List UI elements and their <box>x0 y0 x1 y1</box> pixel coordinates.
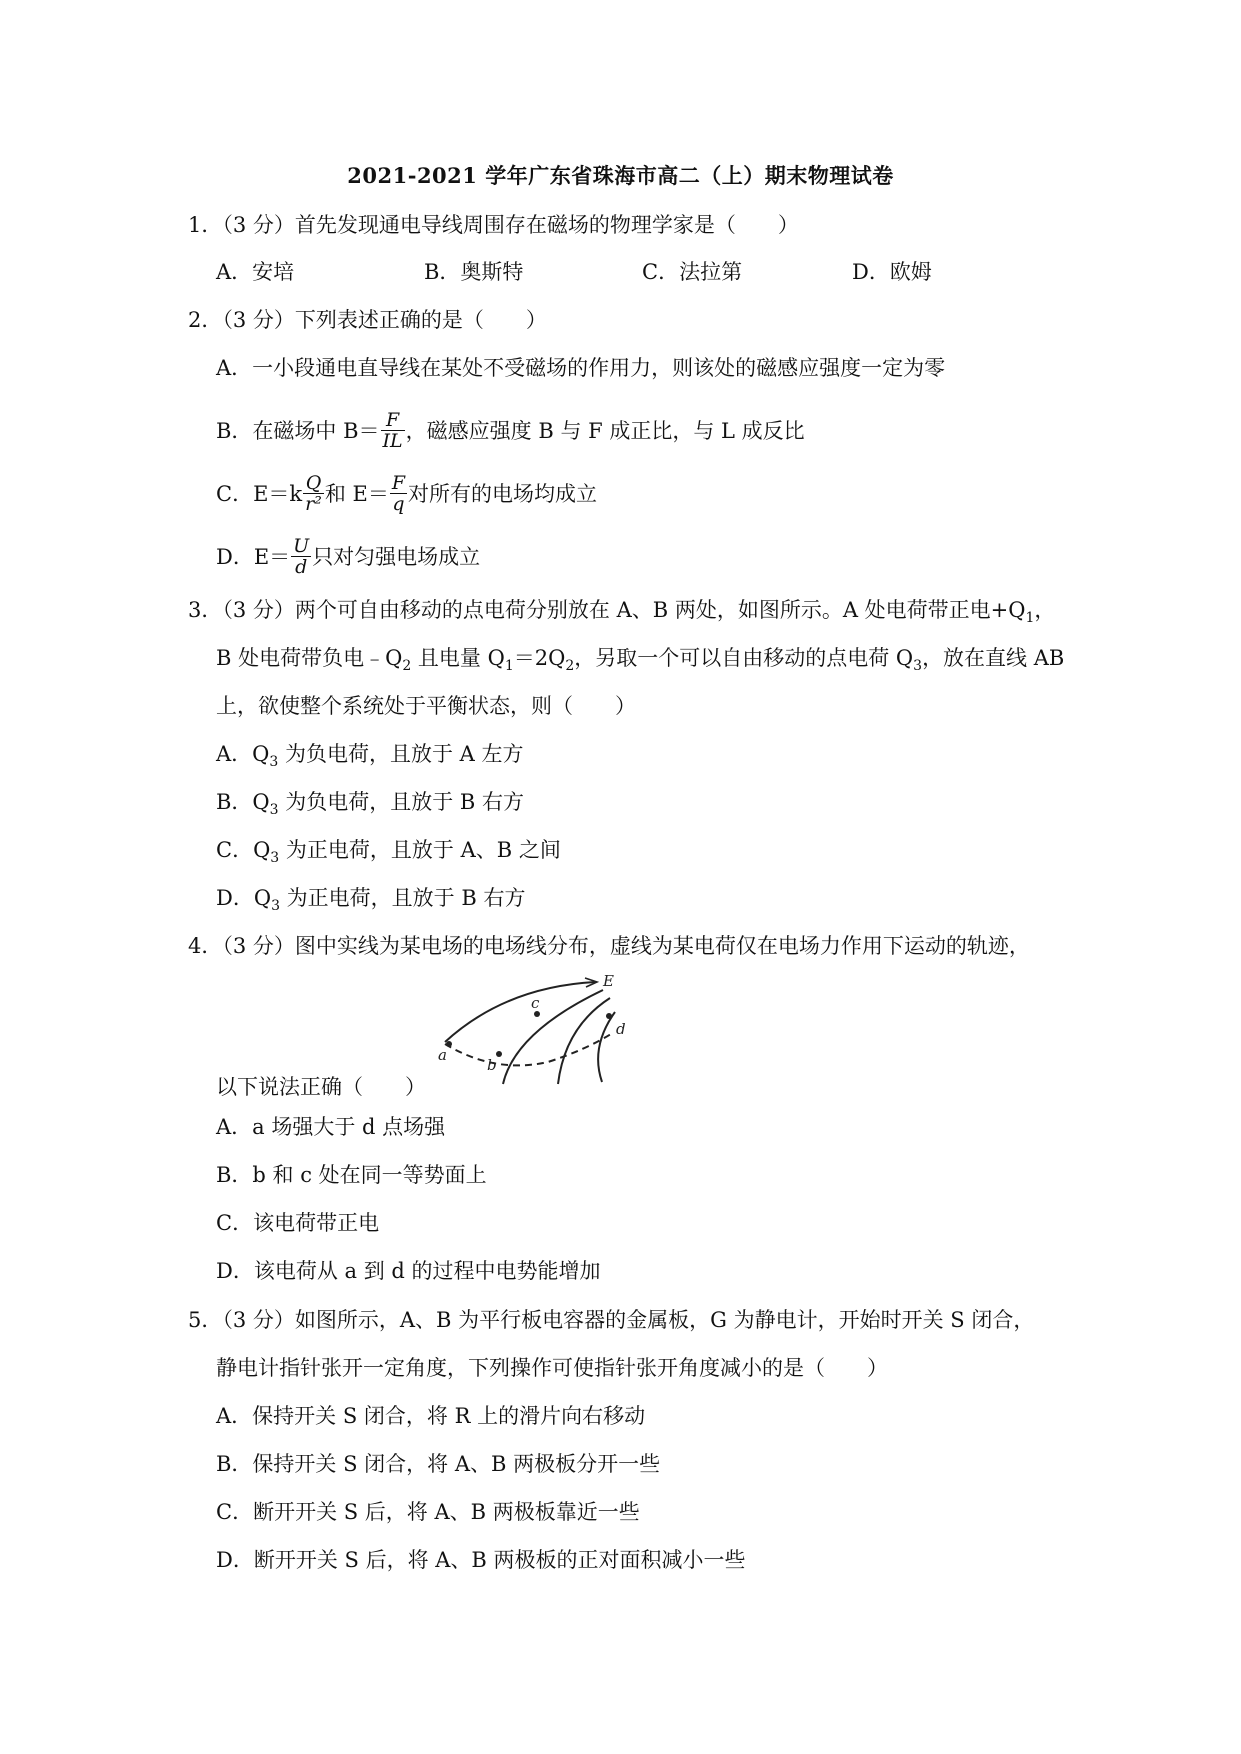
q3-text: B 处电荷带负电﹣Q <box>216 646 403 670</box>
q2-option-d <box>216 530 480 582</box>
q1-stem: 1．（3 分）首先发现通电导线周围存在磁场的物理学家是（ ） <box>188 213 799 237</box>
option-label: C．Q <box>216 838 271 862</box>
option-text: 为负电荷，且放于 B 右方 <box>278 790 525 814</box>
q3-option-a <box>216 739 524 777</box>
subscript: 2 <box>402 658 412 674</box>
q3-text: ， <box>1034 598 1056 622</box>
fraction-denominator: q <box>390 493 407 514</box>
electric-field-figure <box>435 972 635 1090</box>
q1-option-d: D．欧姆 <box>852 260 932 284</box>
q4-option-d: D．该电荷从 a 到 d 的过程中电势能增加 <box>216 1259 601 1283</box>
q4-stem: 4．（3 分）图中实线为某电场的电场线分布，虚线为某电荷仅在电场力作用下运动的轨迹， <box>188 934 1030 958</box>
figure-label-c: c <box>531 994 540 1012</box>
q5-option-b: B．保持开关 S 闭合，将 A、B 两极板分开一些 <box>216 1452 661 1476</box>
subscript: 1 <box>1025 610 1035 626</box>
subscript: 3 <box>913 658 923 674</box>
q3-text: ，放在直线 AB <box>922 646 1065 670</box>
fraction-denominator: d <box>291 556 311 577</box>
q3-text: ，另取一个可以自由移动的点电荷 Q <box>574 646 914 670</box>
subscript: 3 <box>269 802 279 818</box>
figure-label-a: a <box>438 1046 447 1064</box>
formula-fraction <box>390 473 407 514</box>
fraction-numerator: F <box>391 471 406 494</box>
q2-b-prefix: B．在磁场中 B＝ <box>216 419 380 443</box>
option-text: 为负电荷，且放于 A 左方 <box>278 742 524 766</box>
fraction-numerator: Q <box>305 471 322 494</box>
q5-option-d: D．断开开关 S 后，将 A、B 两极板的正对面积减小一些 <box>216 1548 746 1572</box>
q3-stem-line3: 上，欲使整个系统处于平衡状态，则（ ） <box>216 694 636 718</box>
q1-option-b: B．奥斯特 <box>424 260 524 284</box>
formula-fraction <box>291 536 311 577</box>
q5-stem-continued: 静电计指针张开一定角度，下列操作可使指针张开角度减小的是（ ） <box>216 1356 888 1380</box>
q1-option-c: C．法拉第 <box>642 260 743 284</box>
q5-option-c: C．断开开关 S 后，将 A、B 两极板靠近一些 <box>216 1500 640 1524</box>
subscript: 2 <box>565 658 575 674</box>
fraction-numerator: F <box>386 408 400 431</box>
q2-d-suffix: 只对匀强电场成立 <box>312 545 481 569</box>
figure-label-b: b <box>487 1056 497 1074</box>
q2-c-middle: 和 E＝ <box>324 482 389 506</box>
figure-label-d: d <box>616 1020 626 1038</box>
q4-option-b: B．b 和 c 处在同一等势面上 <box>216 1163 487 1187</box>
q3-text: ＝2Q <box>513 646 566 670</box>
q2-d-prefix: D．E＝ <box>216 545 291 569</box>
option-label: D．Q <box>216 886 272 910</box>
q2-c-suffix: 对所有的电场均成立 <box>408 482 598 506</box>
subscript: 3 <box>271 898 280 914</box>
q3-option-d <box>216 883 525 921</box>
formula-fraction <box>381 410 405 451</box>
formula-fraction <box>303 473 324 514</box>
figure-label-e: E <box>603 972 614 990</box>
q1-option-a: A．安培 <box>216 260 295 284</box>
q2-stem: 2．（3 分）下列表述正确的是（ ） <box>188 308 547 332</box>
subscript: 3 <box>270 850 280 866</box>
fraction-numerator: U <box>293 534 310 557</box>
q2-option-c <box>216 467 597 519</box>
option-text: 为正电荷，且放于 A、B 之间 <box>279 838 561 862</box>
q4-stem-continued: 以下说法正确（ ） <box>216 1075 426 1099</box>
subscript: 3 <box>269 754 279 770</box>
fraction-denominator: r² <box>305 492 322 515</box>
q5-stem: 5．（3 分）如图所示，A、B 为平行板电容器的金属板，G 为静电计，开始时开关 S 闭合， <box>188 1308 1035 1332</box>
q2-b-suffix: ，磁感应强度 B 与 F 成正比，与 L 成反比 <box>405 419 805 443</box>
q3-option-c <box>216 835 561 873</box>
q2-option-b <box>216 404 805 456</box>
q2-c-prefix: C．E＝k <box>216 482 303 506</box>
q3-text: 3．（3 分）两个可自由移动的点电荷分别放在 A、B 两处，如图所示。A 处电荷带正电+Q <box>188 598 1026 622</box>
page-title: 2021-2021 学年广东省珠海市高二（上）期末物理试卷 <box>347 163 894 188</box>
option-label: A．Q <box>216 742 270 766</box>
q4-option-a: A．a 场强大于 d 点场强 <box>216 1115 446 1139</box>
q3-text: 且电量 Q <box>411 646 505 670</box>
fraction-denominator: IL <box>382 429 403 452</box>
q4-option-c: C．该电荷带正电 <box>216 1211 380 1235</box>
q3-stem-line1 <box>188 595 1055 633</box>
q5-option-a: A．保持开关 S 闭合，将 R 上的滑片向右移动 <box>216 1404 646 1428</box>
subscript: 1 <box>504 658 514 674</box>
option-label: B．Q <box>216 790 270 814</box>
q3-option-b <box>216 787 524 825</box>
q2-option-a: A．一小段通电直导线在某处不受磁场的作用力，则该处的磁感应强度一定为零 <box>216 356 946 380</box>
q3-stem-line2 <box>216 643 1064 681</box>
option-text: 为正电荷，且放于 B 右方 <box>279 886 526 910</box>
